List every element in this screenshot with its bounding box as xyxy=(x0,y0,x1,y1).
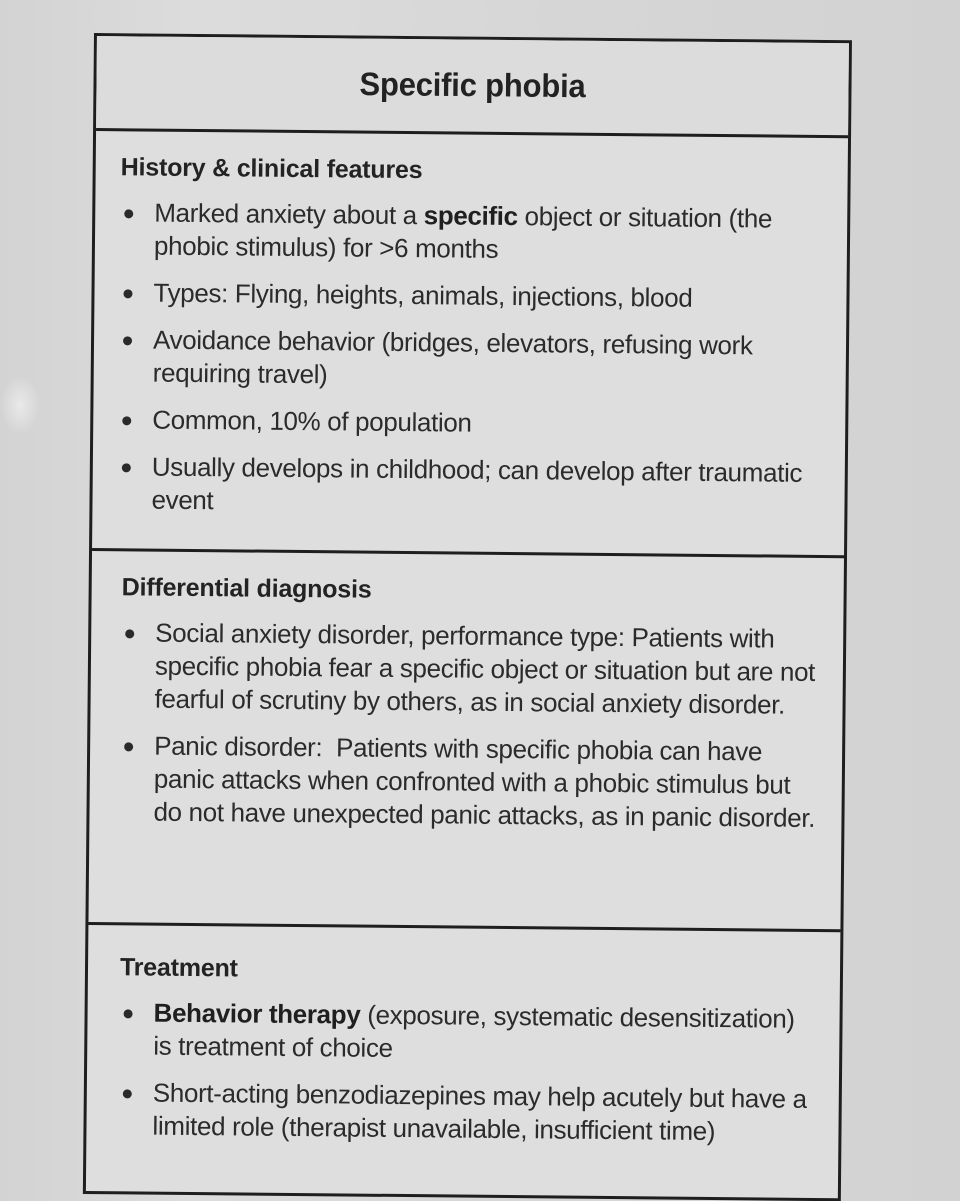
list-item xyxy=(119,323,827,396)
table-title: Specific phobia xyxy=(359,65,586,105)
section-differential-diagnosis xyxy=(88,551,844,932)
item-text: Panic disorder: Patients with specific phobia can have panic attacks when confronted with a phobic stimulus but do not have unexpected panic attacks, as in panic disorder. xyxy=(153,730,816,833)
list-item xyxy=(119,276,826,316)
section-heading: History & clinical features xyxy=(120,153,423,185)
item-text: (exposure, systematic desensitization) is treatment of choice xyxy=(153,999,795,1063)
section-history-clinical-features xyxy=(92,131,848,558)
item-text: Marked anxiety about a xyxy=(154,197,424,231)
bullet-icon xyxy=(123,289,132,298)
list-item xyxy=(118,403,825,443)
list-item xyxy=(119,996,820,1069)
item-text: Common, 10% of population xyxy=(152,404,472,438)
bullet-icon xyxy=(124,209,133,218)
list-item xyxy=(118,1076,819,1149)
bullet-list xyxy=(118,996,819,1149)
bullet-list xyxy=(117,196,827,523)
bullet-icon xyxy=(125,629,134,638)
item-text: object or situation (the phobic stimulus) for >6 months xyxy=(153,201,773,264)
bullet-icon xyxy=(123,336,132,345)
item-text: Avoidance behavior (bridges, elevators, refusing work requiring travel) xyxy=(152,324,753,390)
item-text: Types: Flying, heights, animals, injections, blood xyxy=(153,277,693,313)
bullet-icon xyxy=(124,1009,133,1018)
section-heading: Differential diagnosis xyxy=(121,573,372,604)
list-item xyxy=(117,450,825,523)
bullet-icon xyxy=(124,742,133,751)
screen-glare xyxy=(0,375,40,435)
section-heading: Treatment xyxy=(119,953,238,983)
bullet-icon xyxy=(122,416,131,425)
title-row xyxy=(96,36,849,138)
bullet-icon xyxy=(123,1089,132,1098)
bullet-list xyxy=(119,616,823,835)
list-item xyxy=(120,196,828,269)
item-text: Usually develops in childhood; can develop after traumatic event xyxy=(151,451,803,516)
section-treatment xyxy=(86,925,841,1198)
list-item xyxy=(120,616,823,722)
bullet-icon xyxy=(122,463,131,472)
list-item xyxy=(119,729,822,835)
item-text: Short-acting benzodiazepines may help acutely but have a limited role (therapist unavailable, insufficient time) xyxy=(152,1077,807,1147)
specific-phobia-table xyxy=(83,33,852,1201)
item-text: Social anxiety disorder, performance type: Patients with specific phobia fear a specific object or situation but are not fearful of scrutiny by others, as in social anxiety disorder. xyxy=(154,617,816,720)
item-emphasis: specific xyxy=(423,200,518,232)
item-emphasis: Behavior therapy xyxy=(153,997,361,1030)
